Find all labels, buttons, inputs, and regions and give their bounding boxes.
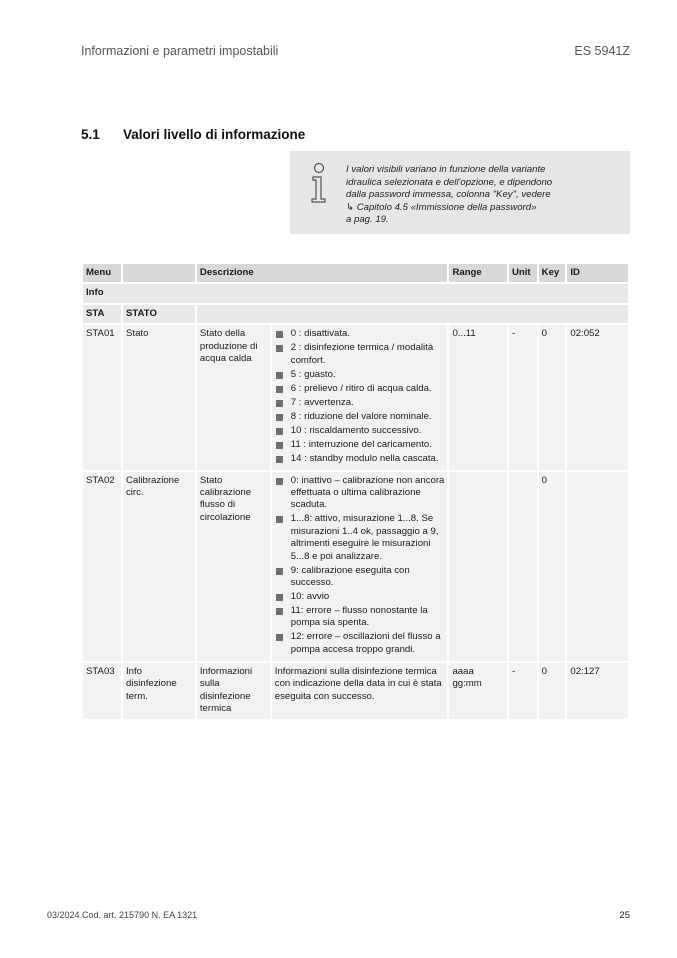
row-key: 0	[539, 663, 566, 719]
subgroup-name: STATO	[123, 305, 195, 323]
subgroup-code: STA	[83, 305, 121, 323]
option-item: 12: errore – oscillazioni del flusso a pompa accesa troppo grandi.	[275, 631, 445, 656]
note-line: I valori visibili variano in funzione della variante	[346, 164, 546, 175]
option-item: 10 : riscaldamento successivo.	[275, 425, 445, 437]
row-code: STA01	[83, 325, 121, 469]
row-code: STA03	[83, 663, 121, 719]
row-key: 0	[539, 472, 566, 661]
option-item: 9: calibrazione eseguita con successo.	[275, 565, 445, 590]
footer-doc-info: 03/2024 Cod. art. 215790 N. EA 1321	[47, 910, 198, 920]
option-item: 10: avvio	[275, 591, 445, 603]
row-options	[272, 472, 448, 661]
page-number: 25	[619, 910, 630, 921]
header-id: ID	[567, 264, 628, 282]
table-row	[83, 663, 628, 719]
option-item: 8 : riduzione del valore nominale.	[275, 411, 445, 423]
option-item: 11 : interruzione del caricamento.	[275, 439, 445, 451]
header-menu: Menu	[83, 264, 121, 282]
row-description: Stato della produzione di acqua calda	[197, 325, 270, 469]
header-unit: Unit	[509, 264, 537, 282]
parameter-table	[81, 262, 630, 721]
table-row	[83, 472, 628, 661]
row-description: Informazioni sulla disinfezione termica	[197, 663, 270, 719]
section-heading	[81, 127, 305, 142]
note-line-link[interactable]: ↳ Capitolo 4.5 «Immissione della password»	[346, 201, 537, 213]
row-detail: Informazioni sulla disinfezione termica con indicazione della data in cui è stata eseguita con successo.	[272, 663, 448, 719]
row-range: aaaa gg:mm	[449, 663, 507, 719]
row-name: Stato	[123, 325, 195, 469]
option-item: 5 : guasto.	[275, 369, 445, 381]
note-line: idraulica selezionata e dell'opzione, e dipendono	[346, 176, 553, 188]
row-range: 0...11	[449, 325, 507, 469]
subgroup-blank	[197, 305, 628, 323]
option-item: 2 : disinfezione termica / modalità comfort.	[275, 342, 445, 367]
option-item: 11: errore – flusso nonostante la pompa sia spenta.	[275, 605, 445, 630]
table-header-row	[83, 264, 628, 282]
option-item: 1...8: attivo, misurazione 1...8. Se misurazioni 1..4 ok, passaggio a 9, altrimenti eseguire le misurazioni 5...8 e poi analizzare.	[275, 513, 445, 563]
option-item: 14 : standby modulo nella cascata.	[275, 453, 445, 465]
header-key: Key	[539, 264, 566, 282]
header-description: Descrizione	[197, 264, 448, 282]
info-note-box	[290, 151, 630, 234]
row-id	[567, 472, 628, 661]
row-code: STA02	[83, 472, 121, 661]
group-label: Info	[83, 284, 628, 302]
row-unit: -	[509, 663, 537, 719]
note-line: dalla password immessa, colonna "Key", vedere	[346, 189, 551, 201]
row-range	[449, 472, 507, 661]
option-item: 0 : disattivata.	[275, 328, 445, 340]
running-header-title: Informazioni e parametri impostabili	[81, 44, 279, 58]
row-name: Calibrazione circ.	[123, 472, 195, 661]
header-blank	[123, 264, 195, 282]
section-title: Valori livello di informazione	[123, 127, 306, 142]
row-name: Info disinfezione term.	[123, 663, 195, 719]
option-item: 6 : prelievo / ritiro di acqua calda.	[275, 383, 445, 395]
note-text	[346, 164, 616, 227]
section-number: 5.1	[81, 127, 100, 142]
row-id: 02:052	[567, 325, 628, 469]
row-unit	[509, 472, 537, 661]
row-description: Stato calibrazione flusso di circolazione	[197, 472, 270, 661]
row-options	[272, 325, 448, 469]
option-item: 7 : avvertenza.	[275, 397, 445, 409]
info-icon	[308, 162, 330, 204]
row-key: 0	[539, 325, 566, 469]
document-code: ES 5941Z	[574, 44, 630, 58]
row-unit: -	[509, 325, 537, 469]
table-row	[83, 325, 628, 469]
option-item: 0: inattivo – calibrazione non ancora effettuata o ultima calibrazione scaduta.	[275, 475, 445, 512]
group-row	[83, 284, 628, 302]
row-id: 02:127	[567, 663, 628, 719]
note-line: a pag. 19.	[346, 214, 389, 226]
header-range: Range	[449, 264, 507, 282]
subgroup-row	[83, 305, 628, 323]
